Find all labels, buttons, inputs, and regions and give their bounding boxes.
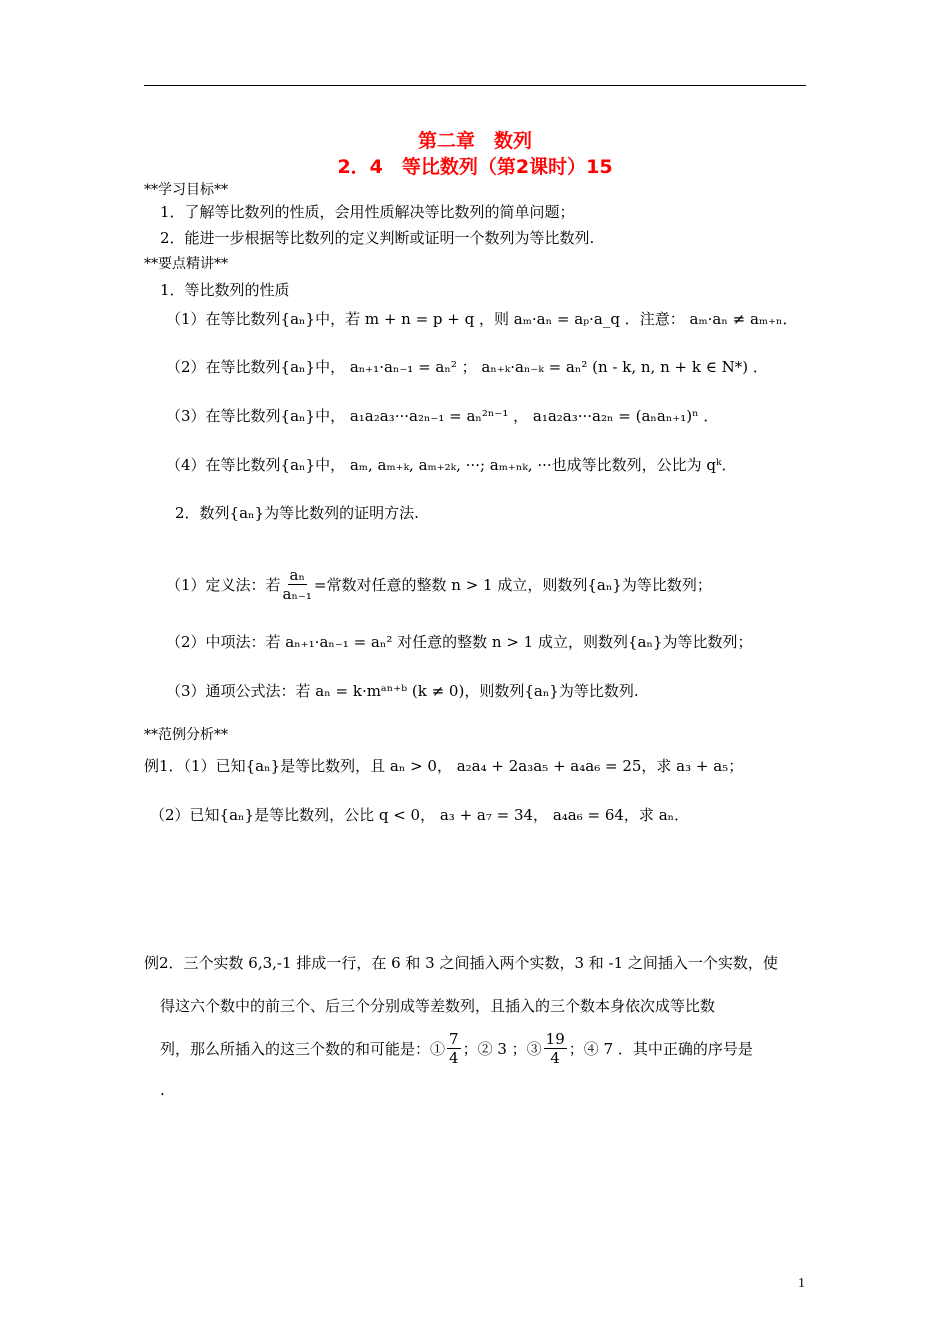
option-3-denominator: 4 — [550, 1049, 560, 1067]
example-2-line-3-middle: ；② 3 ；③ — [462, 1039, 542, 1058]
points-heading: **要点精讲** — [144, 256, 228, 272]
goals-heading: **学习目标** — [144, 182, 228, 198]
example-2-line-4: . — [160, 1081, 165, 1099]
option-3-numerator: 19 — [545, 1030, 565, 1048]
option-1-denominator: 4 — [449, 1049, 459, 1067]
lesson-title: 2．4 等比数列（第2课时）15 — [337, 156, 613, 178]
definition-method-prefix: （1）定义法：若 — [166, 575, 281, 594]
property-1: （1）在等比数列{aₙ}中，若 m + n = p + q ，则 aₘ·aₙ = aₚ·a_q ．注意： aₘ·aₙ ≠ aₘ₊ₙ． — [166, 310, 798, 328]
example-2-line-3-prefix: 列，那么所插入的这三个数的和可能是：① — [160, 1039, 446, 1058]
example-2-line-3-suffix: ；④ 7 ．其中正确的序号是 — [568, 1039, 753, 1058]
ratio-denominator: aₙ₋₁ — [282, 585, 312, 603]
general-term-method: （3）通项公式法：若 aₙ = k·mᵃⁿ⁺ᵇ (k ≠ 0)，则数列{aₙ}为等比数列. — [166, 682, 639, 700]
example-1-part-2: （2）已知{aₙ}是等比数列，公比 q < 0， a₃ + a₇ = 34， a₄a₆ = 64，求 aₙ． — [150, 806, 690, 824]
ratio-fraction — [283, 566, 312, 603]
page-number: 1 — [798, 1276, 805, 1291]
definition-method — [166, 566, 712, 603]
examples-heading: **范例分析** — [144, 727, 228, 743]
chapter-title: 第二章 数列 — [417, 130, 532, 152]
ratio-numerator: aₙ — [289, 566, 305, 584]
example-1-part-1: 例1．（1）已知{aₙ}是等比数列，且 aₙ > 0， a₂a₄ + 2a₃a₅ + a₄a₆ = 25，求 a₃ + a₅； — [144, 757, 744, 775]
property-4: （4）在等比数列{aₙ}中， aₘ, aₘ₊ₖ, aₘ₊₂ₖ, ···; aₘ₊ₙₖ, ···也成等比数列，公比为 qᵏ． — [166, 456, 737, 474]
goal-1: 1．了解等比数列的性质，会用性质解决等比数列的简单问题； — [160, 203, 575, 221]
example-2-line-2: 得这六个数中的前三个、后三个分别成等差数列，且插入的三个数本身依次成等比数 — [160, 997, 716, 1015]
option-1-fraction — [447, 1030, 461, 1067]
example-2-line-1: 例2．三个实数 6,3,-1 排成一行，在 6 和 3 之间插入两个实数，3 和 -1 之间插入一个实数，使 — [144, 954, 778, 972]
property-3: （3）在等比数列{aₙ}中， a₁a₂a₃···a₂ₙ₋₁ = aₙ²ⁿ⁻¹ ， a₁a₂a₃···a₂ₙ = (aₙaₙ₊₁)ⁿ ． — [166, 407, 719, 425]
property-heading: 1．等比数列的性质 — [160, 281, 290, 299]
property-2: （2）在等比数列{aₙ}中， aₙ₊₁·aₙ₋₁ = aₙ² ； aₙ₊ₖ·aₙ₋ₖ = aₙ² (n - k, n, n + k ∈ N*) ． — [166, 358, 768, 376]
header-rule — [144, 85, 806, 86]
option-3-fraction — [544, 1030, 567, 1067]
definition-method-suffix: =常数对任意的整数 n > 1 成立，则数列{aₙ}为等比数列； — [313, 575, 712, 594]
proof-methods-heading: 2．数列{aₙ}为等比数列的证明方法. — [175, 504, 419, 522]
middle-term-method: （2）中项法：若 aₙ₊₁·aₙ₋₁ = aₙ² 对任意的整数 n > 1 成立，则数列{aₙ}为等比数列； — [166, 633, 753, 651]
example-2-line-3 — [160, 1030, 753, 1067]
goal-2: 2．能进一步根据等比数列的定义判断或证明一个数列为等比数列. — [160, 229, 595, 247]
option-1-numerator: 7 — [449, 1030, 459, 1048]
